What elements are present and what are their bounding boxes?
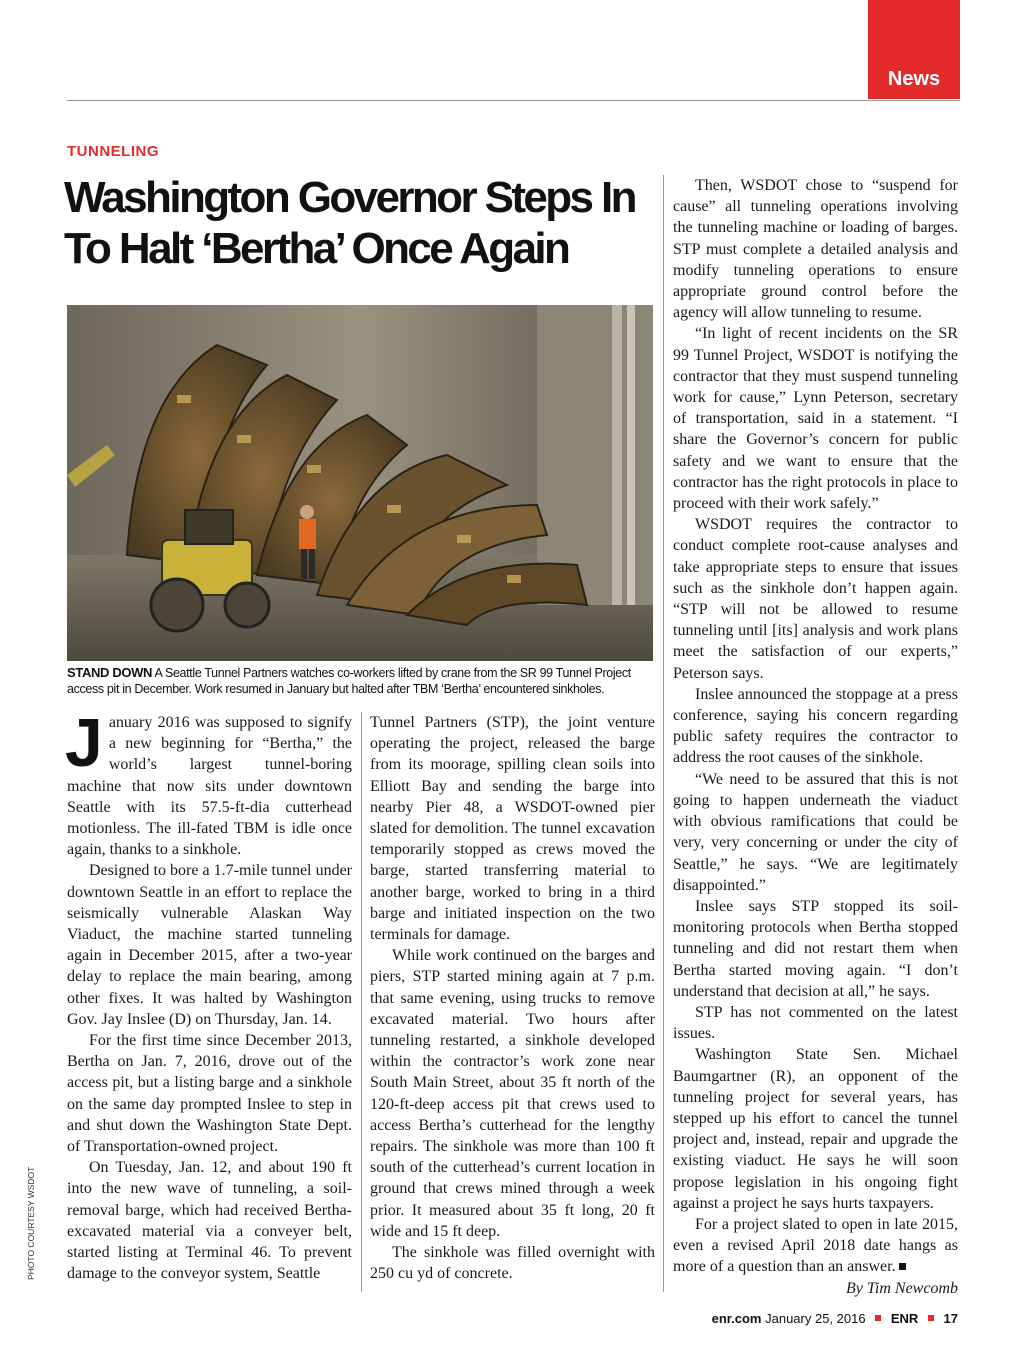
page-footer: [712, 1311, 958, 1326]
paragraph: The sinkhole was filled overnight with 250 cu yd of concrete.: [370, 1244, 655, 1283]
headline: [64, 172, 664, 274]
paragraph: Inslee says STP stopped its soil-monitoring protocols when Bertha stopped tunneling and did not restart them when Bertha started moving again. “I don’t understand that decision at all,” he says.: [673, 897, 958, 1000]
article-column-2: [370, 712, 655, 1284]
caption-head: STAND DOWN: [67, 665, 153, 680]
paragraph: “We need to be assured that this is not going to happen underneath the viaduct with obvious ramifications that could be very, very concerning or under the city of Seattle,” he says. “We are legitimately disappointed.”: [673, 770, 958, 894]
paragraph: “In light of recent incidents on the SR 99 Tunnel Project, WSDOT is notifying the contractor that they must suspend tunneling work for cause,” Lynn Peterson, secretary of transportation, said in a statement. “I share the Governor’s concern for public safety and we want to ensure that the contractor has the right protocols in place to proceed with their work safely.”: [673, 325, 958, 513]
section-tab: News: [868, 0, 960, 99]
photo-caption: [67, 665, 657, 697]
paragraph: STP has not commented on the latest issues.: [673, 1003, 958, 1043]
paragraph: [65, 705, 352, 860]
separator-icon: [875, 1315, 881, 1321]
paragraph: Washington State Sen. Michael Baumgartner (R), an opponent of the tunneling project for several years, has stepped up his effort to cancel the tunnel project and, instead, repair and upgrade the existing viaduct. He says he will soon propose legislation in his ongoing fight against a project he says hurts taxpayers.: [673, 1046, 958, 1212]
separator-icon: [928, 1315, 934, 1321]
byline: By Tim Newcomb: [846, 1279, 958, 1297]
caption-text: A Seattle Tunnel Partners watches co-workers lifted by crane from the SR 99 Tunnel Project access pit in December. Work resumed in January but halted after TBM ‘Bertha’ encountered sinkholes.: [67, 666, 631, 696]
paragraph: Tunnel Partners (STP), the joint venture operating the project, released the barge from its moorage, spilling clean soils into Elliott Bay and sending the barge into nearby Pier 48, a WSDOT-owned pier slated for demolition. The tunnel excavation temporarily stopped as crews moved the barge, started transferring material to another barge, worked to bring in a third barge and initiated inspection on the two terminals for damage.: [370, 714, 655, 944]
article-column-1: [65, 705, 352, 1284]
column-divider: [663, 175, 664, 1292]
paragraph: Designed to bore a 1.7-mile tunnel under downtown Seattle in an effort to replace the seismically vulnerable Alaskan Way Viaduct, the machine started tunneling again in December 2015, after a two-year delay to replace the main bearing, among other fixes. It was halted by Washington Gov. Jay Inslee (D) on Thursday, Jan. 14.: [67, 862, 352, 1028]
headline-line-1: Washington Governor Steps In: [64, 173, 635, 222]
paragraph: While work continued on the barges and piers, STP started mining again at 7 p.m. that same evening, using trucks to remove excavated material. Two hours after tunneling restarted, a sinkhole developed within the contractor’s work zone near South Main Street, about 35 ft north of the 120-ft-deep access pit that crews used to access Bertha’s cutterhead for the lengthy repairs. The sinkhole was more than 100 ft south of the cutterhead’s current location in ground that crews mined through a week prior. It measured about 35 ft long, 20 ft wide and 15 ft deep.: [370, 947, 655, 1240]
section-label: TUNNELING: [67, 143, 159, 160]
column-divider: [361, 712, 362, 1292]
paragraph-text: For a project slated to open in late 2015, even a revised April 2018 date hangs as more of a question than an answer.: [673, 1215, 958, 1276]
tunnel-boring-machine-photo: [67, 305, 653, 661]
photo-credit: PHOTO COURTESY WSDOT: [26, 1166, 36, 1280]
paragraph: Inslee announced the stoppage at a press conference, saying his concern regarding public safety requires the contractor to address the root causes of the sinkhole.: [673, 685, 958, 767]
footer-date: January 25, 2016: [765, 1311, 866, 1326]
page-number: 17: [943, 1311, 958, 1326]
headline-line-2: To Halt ‘Bertha’ Once Again: [64, 224, 569, 274]
end-mark-icon: [899, 1263, 906, 1270]
photo-illustration: [67, 305, 653, 661]
paragraph: For the first time since December 2013, Bertha on Jan. 7, 2016, drove out of the access pit, but a listing barge and a sinkhole on the same day prompted Inslee to step in and shut down the Washington State Dept. of Transportation-owned project.: [67, 1032, 352, 1156]
paragraph: WSDOT requires the contractor to conduct complete root-cause analyses and take appropriate steps to ensure that issues such as the sinkhole don’t happen again. “STP will not be allowed to resume tunneling until [its] analysis and work plans meet the satisfaction of our experts,” Peterson says.: [673, 516, 958, 682]
footer-site: enr.com: [711, 1311, 762, 1326]
paragraph-text: anuary 2016 was supposed to signify a new beginning for “Bertha,” the world’s largest tunnel-boring machine that now sits under downtown Seattle with its 57.5-ft-dia cutterhead motionless. The ill-fated TBM is idle once again, thanks to a sinkhole.: [67, 714, 352, 859]
top-rule: [67, 100, 960, 101]
article-column-3: [673, 175, 958, 1299]
footer-brand: ENR: [890, 1311, 919, 1326]
paragraph: Then, WSDOT chose to “suspend for cause” all tunneling operations involving the tunneling machine or loading of barges. STP must complete a detailed analysis and modify tunneling operations to ensure appropriate ground control before the agency will allow tunneling to resume.: [673, 177, 958, 322]
paragraph: [673, 1214, 958, 1278]
drop-cap: J: [65, 705, 103, 781]
paragraph: On Tuesday, Jan. 12, and about 190 ft into the new wave of tunneling, a soil-removal barge, which had received Bertha-excavated material via a conveyer belt, started listing at Terminal 46. To prevent damage to the conveyor system, Seattle: [67, 1159, 352, 1283]
